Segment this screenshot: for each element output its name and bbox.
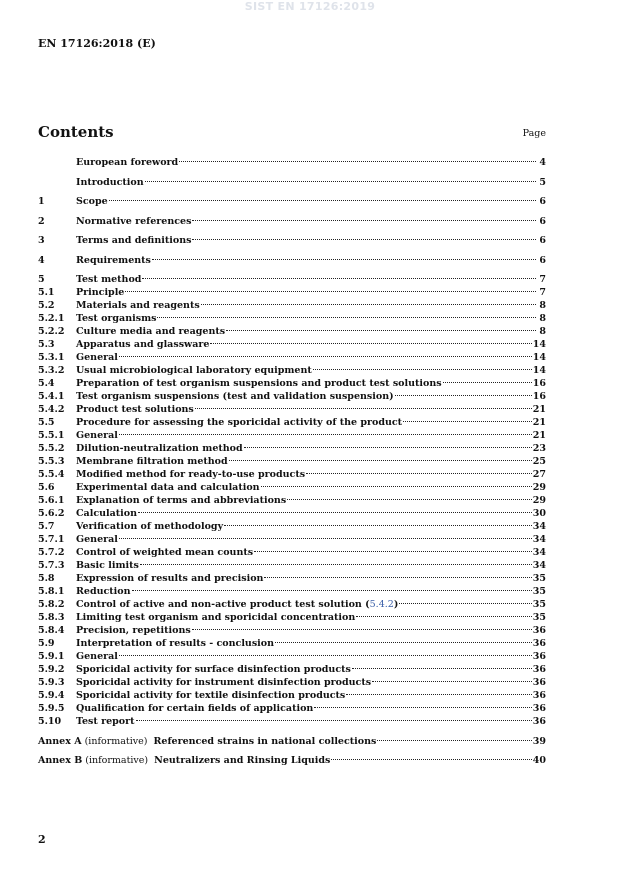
dot-leader <box>261 485 532 487</box>
dot-leader <box>136 719 532 721</box>
dot-leader <box>192 219 536 221</box>
toc-entry[interactable] <box>38 611 546 624</box>
dot-leader <box>132 589 532 591</box>
toc-entry-number: 4 <box>38 254 45 266</box>
toc-entry[interactable] <box>38 481 546 494</box>
toc-entry-title: General <box>76 352 118 363</box>
toc-entry-number: 5.3.2 <box>38 365 65 376</box>
toc-entry-page: 7 <box>539 274 546 285</box>
dot-leader <box>119 654 532 656</box>
toc-entry[interactable] <box>38 533 546 546</box>
toc-entry-number: 5.7.3 <box>38 560 65 571</box>
toc-entry-title: Scope <box>76 196 108 207</box>
toc-entry-page: 4 <box>539 157 546 168</box>
toc-entry-number: 5 <box>38 274 45 285</box>
dot-leader <box>443 381 532 383</box>
dot-leader <box>201 303 536 305</box>
toc-entry-title: Reduction <box>76 586 131 597</box>
annex-label: Annex B <box>38 755 83 766</box>
dot-leader <box>306 472 532 474</box>
toc-entry-number: 5.7.2 <box>38 547 65 558</box>
dot-leader <box>403 420 532 422</box>
toc-entry-number: 1 <box>38 196 45 207</box>
contents-heading: Contents <box>38 123 114 141</box>
toc-entry-title: Introduction <box>76 176 144 188</box>
dot-leader <box>287 498 532 500</box>
title-text: Control of active and non-active product test solution ( <box>76 599 370 610</box>
toc-entry[interactable] <box>38 338 546 351</box>
toc-entry[interactable] <box>38 520 546 533</box>
page-column-label: Page <box>522 128 546 139</box>
toc-entry-title: Explanation of terms and abbreviations <box>76 495 287 506</box>
toc-entry-number: 5.8 <box>38 573 55 584</box>
toc-entry-number: 5.3.1 <box>38 352 65 363</box>
toc-entry-title: Test organisms <box>76 313 157 324</box>
title-text-end: ) <box>393 599 399 610</box>
dot-leader <box>145 180 536 182</box>
toc-entry-title <box>76 598 398 611</box>
toc-entry-page: 36 <box>532 664 546 675</box>
toc-entry-number: 5.2 <box>38 300 55 311</box>
dot-leader <box>119 537 532 539</box>
toc-entry-page: 35 <box>532 612 546 623</box>
dot-leader <box>377 739 531 741</box>
toc-entry-page: 14 <box>532 339 546 350</box>
toc-entry-title: Expression of results and precision <box>76 573 264 584</box>
toc-entry[interactable] <box>38 325 546 338</box>
dot-leader <box>157 316 536 318</box>
dot-leader <box>140 563 532 565</box>
toc-entry-title: Product test solutions <box>76 404 194 415</box>
dot-leader <box>313 368 532 370</box>
toc-entry-page: 36 <box>532 638 546 649</box>
document-watermark: SIST EN 17126:2019 <box>244 0 376 13</box>
toc-entry-page: 6 <box>539 215 546 227</box>
toc-entry-number: 5.5.1 <box>38 430 65 441</box>
toc-entry-title: Test report <box>76 716 135 727</box>
toc-entry-number: 5.5.3 <box>38 456 65 467</box>
toc-entry-number: 5.7 <box>38 521 55 532</box>
toc-entry-title: Test organism suspensions (test and validation suspension) <box>76 391 394 402</box>
toc-entry-number: 5.8.4 <box>38 625 65 636</box>
toc-entry-title: Procedure for assessing the sporicidal activity of the product <box>76 417 403 428</box>
toc-entry-page: 36 <box>532 651 546 662</box>
annex-title: Neutralizers and Rinsing Liquids <box>154 755 331 766</box>
toc-entry[interactable] <box>38 299 546 312</box>
dot-leader <box>192 628 532 630</box>
toc-entry[interactable] <box>38 598 546 611</box>
toc-entry-page: 30 <box>532 508 546 519</box>
toc-entry-number: 5.5.4 <box>38 469 65 480</box>
toc-entry-title: Basic limits <box>76 560 139 571</box>
toc-entry[interactable] <box>38 351 546 364</box>
toc-entry-number: 5.8.1 <box>38 586 65 597</box>
toc-entry-page: 34 <box>532 547 546 558</box>
toc-entry-number: 5.8.2 <box>38 599 65 610</box>
annex-title: Referenced strains in national collections <box>153 735 377 747</box>
annex-informative-note: (informative) <box>82 755 155 766</box>
toc-entry-number: 5.9.1 <box>38 651 65 662</box>
toc-entry-title: General <box>76 430 118 441</box>
dot-leader <box>152 258 536 260</box>
toc-entry-number: 5.4.2 <box>38 404 65 415</box>
toc-entry-page: 34 <box>532 521 546 532</box>
toc-entry-page: 8 <box>539 300 546 311</box>
dot-leader <box>192 238 536 240</box>
toc-entry[interactable] <box>38 312 546 325</box>
dot-leader <box>352 667 532 669</box>
toc-entry-page: 36 <box>532 677 546 688</box>
page-number: 2 <box>38 833 46 846</box>
toc-entry-page: 7 <box>539 287 546 298</box>
dot-leader <box>119 433 532 435</box>
toc-entry-number: 5.1 <box>38 287 55 298</box>
toc-entry-page: 35 <box>532 586 546 597</box>
dot-leader <box>125 290 536 292</box>
toc-entry-number: 5.10 <box>38 716 62 727</box>
toc-entry-title: Culture media and reagents <box>76 326 226 337</box>
toc-entry-title: Dilution-neutralization method <box>76 443 243 454</box>
toc-entry-page: 36 <box>532 703 546 714</box>
toc-entry[interactable] <box>38 676 546 689</box>
dot-leader <box>244 446 532 448</box>
toc-entry-page: 35 <box>532 573 546 584</box>
toc-entry[interactable] <box>38 195 546 208</box>
toc-entry-number: 5.4.1 <box>38 391 65 402</box>
toc-entry-title: Usual microbiological laboratory equipment <box>76 365 312 376</box>
toc-entry-title: Precision, repetitions <box>76 625 191 636</box>
toc-entry[interactable] <box>38 286 546 299</box>
toc-entry-title: Apparatus and glassware <box>76 339 210 350</box>
dot-leader <box>254 550 532 552</box>
toc-entry-page: 6 <box>539 196 546 207</box>
toc-entry-page: 21 <box>532 430 546 441</box>
toc-entry-page: 35 <box>532 599 546 610</box>
toc-entry-title: Sporicidal activity for surface disinfection products <box>76 664 351 675</box>
toc-entry-title: Membrane filtration method <box>76 456 228 467</box>
annex-informative-note: (informative) <box>81 735 154 747</box>
dot-leader <box>372 680 532 682</box>
toc-entry-number: 5.8.3 <box>38 612 65 623</box>
toc-entry[interactable] <box>38 455 546 468</box>
toc-entry-page: 6 <box>539 254 546 266</box>
toc-entry[interactable] <box>38 215 546 228</box>
toc-entry-title: European foreword <box>76 157 179 168</box>
toc-entry-number: 5.2.1 <box>38 313 65 324</box>
table-of-contents <box>38 156 546 767</box>
toc-entry-number: 5.6.2 <box>38 508 65 519</box>
toc-entry-page: 5 <box>539 176 546 188</box>
toc-entry[interactable] <box>38 624 546 637</box>
toc-entry-page: 36 <box>532 716 546 727</box>
dot-leader <box>109 199 536 201</box>
toc-entry-page: 39 <box>532 735 546 747</box>
toc-entry-number: 5.5.2 <box>38 443 65 454</box>
toc-entry-title: General <box>76 651 118 662</box>
toc-entry[interactable] <box>38 585 546 598</box>
toc-entry-title: Materials and reagents <box>76 300 200 311</box>
toc-entry[interactable] <box>38 390 546 403</box>
toc-entry-title: Limiting test organism and sporicidal concentration <box>76 612 356 623</box>
toc-entry-page: 36 <box>532 690 546 701</box>
toc-entry-title: Normative references <box>76 215 192 227</box>
toc-entry[interactable] <box>38 650 546 663</box>
toc-entry-number: 2 <box>38 215 45 227</box>
toc-entry-title: Principle <box>76 287 125 298</box>
toc-entry[interactable] <box>38 715 546 728</box>
dot-leader <box>264 576 531 578</box>
toc-entry[interactable] <box>38 234 546 247</box>
toc-entry-page: 14 <box>532 352 546 363</box>
dot-leader <box>399 602 531 604</box>
toc-entry-title: Experimental data and calculation <box>76 482 260 493</box>
toc-entry-number: 5.4 <box>38 378 55 389</box>
dot-leader <box>356 615 532 617</box>
toc-entry-page: 34 <box>532 560 546 571</box>
dot-leader <box>314 706 531 708</box>
toc-entry-page: 36 <box>532 625 546 636</box>
toc-entry[interactable] <box>38 546 546 559</box>
toc-entry-page: 27 <box>532 469 546 480</box>
toc-entry[interactable] <box>38 572 546 585</box>
toc-entry[interactable] <box>38 429 546 442</box>
toc-entry[interactable] <box>38 273 546 286</box>
toc-entry[interactable] <box>38 494 546 507</box>
toc-entry-title: Test method <box>76 274 142 285</box>
dot-leader <box>142 277 536 279</box>
toc-entry-page: 21 <box>532 404 546 415</box>
toc-entry-title: Qualification for certain fields of application <box>76 703 314 714</box>
toc-entry-title: Terms and definitions <box>76 235 192 246</box>
toc-entry[interactable] <box>38 689 546 702</box>
toc-entry[interactable] <box>38 559 546 572</box>
toc-entry-title: Calculation <box>76 508 138 519</box>
toc-entry-number: 5.7.1 <box>38 534 65 545</box>
toc-entry-number: 5.9.3 <box>38 677 65 688</box>
toc-entry-page: 25 <box>532 456 546 467</box>
toc-entry-number: 5.9 <box>38 638 55 649</box>
toc-entry-page: 16 <box>532 378 546 389</box>
toc-entry-page: 21 <box>532 417 546 428</box>
toc-entry[interactable] <box>38 735 546 748</box>
toc-entry-title: Requirements <box>76 254 151 266</box>
dot-leader <box>275 641 532 643</box>
dot-leader <box>224 524 532 526</box>
toc-entry-number: 5.6 <box>38 482 55 493</box>
toc-entry-page: 8 <box>539 326 546 337</box>
toc-entry-number: 5.2.2 <box>38 326 65 337</box>
toc-entry-page: 29 <box>532 482 546 493</box>
toc-entry[interactable] <box>38 364 546 377</box>
toc-entry[interactable] <box>38 254 546 267</box>
toc-entry-title: Control of weighted mean counts <box>76 547 254 558</box>
standard-identifier: EN 17126:2018 (E) <box>38 37 156 50</box>
toc-entry-page: 16 <box>532 391 546 402</box>
dot-leader <box>331 758 531 760</box>
toc-entry-title: Interpretation of results - conclusion <box>76 638 275 649</box>
toc-entry-title: Modified method for ready-to-use products <box>76 469 306 480</box>
dot-leader <box>210 342 531 344</box>
toc-entry-number: 5.5 <box>38 417 55 428</box>
dot-leader <box>229 459 532 461</box>
toc-entry[interactable] <box>38 176 546 189</box>
toc-entry[interactable] <box>38 507 546 520</box>
toc-entry-title: General <box>76 534 118 545</box>
toc-entry[interactable] <box>38 442 546 455</box>
toc-entry-page: 23 <box>532 443 546 454</box>
toc-entry-page: 29 <box>532 495 546 506</box>
toc-entry[interactable] <box>38 403 546 416</box>
toc-entry[interactable] <box>38 663 546 676</box>
dot-leader <box>138 511 532 513</box>
toc-entry-title: Preparation of test organism suspensions and product test solutions <box>76 378 442 389</box>
toc-entry-title <box>38 735 376 748</box>
toc-entry[interactable] <box>38 637 546 650</box>
dot-leader <box>226 329 536 331</box>
toc-entry-title: Sporicidal activity for textile disinfection products <box>76 690 346 701</box>
dot-leader <box>346 693 532 695</box>
annex-label: Annex A <box>38 735 82 747</box>
toc-entry-page: 34 <box>532 534 546 545</box>
toc-entry-number: 3 <box>38 235 45 246</box>
toc-entry-number: 5.9.2 <box>38 664 65 675</box>
toc-entry[interactable] <box>38 702 546 715</box>
toc-entry[interactable] <box>38 156 546 169</box>
toc-entry[interactable] <box>38 377 546 390</box>
toc-entry-number: 5.3 <box>38 339 55 350</box>
toc-entry[interactable] <box>38 754 546 767</box>
toc-entry-number: 5.6.1 <box>38 495 65 506</box>
toc-entry-page: 14 <box>532 365 546 376</box>
toc-entry[interactable] <box>38 416 546 429</box>
toc-entry-number: 5.9.4 <box>38 690 65 701</box>
toc-entry[interactable] <box>38 468 546 481</box>
toc-entry-number: 5.9.5 <box>38 703 65 714</box>
toc-entry-page: 8 <box>539 313 546 324</box>
dot-leader <box>195 407 532 409</box>
toc-entry-title: Sporicidal activity for instrument disinfection products <box>76 677 372 688</box>
toc-entry-title <box>38 754 330 767</box>
cross-reference-link[interactable]: 5.4.2 <box>369 599 394 610</box>
dot-leader <box>119 355 532 357</box>
dot-leader <box>179 160 536 162</box>
dot-leader <box>395 394 532 396</box>
toc-entry-page: 6 <box>539 235 546 246</box>
toc-entry-page: 40 <box>532 755 546 766</box>
toc-entry-title: Verification of methodology <box>76 521 224 532</box>
